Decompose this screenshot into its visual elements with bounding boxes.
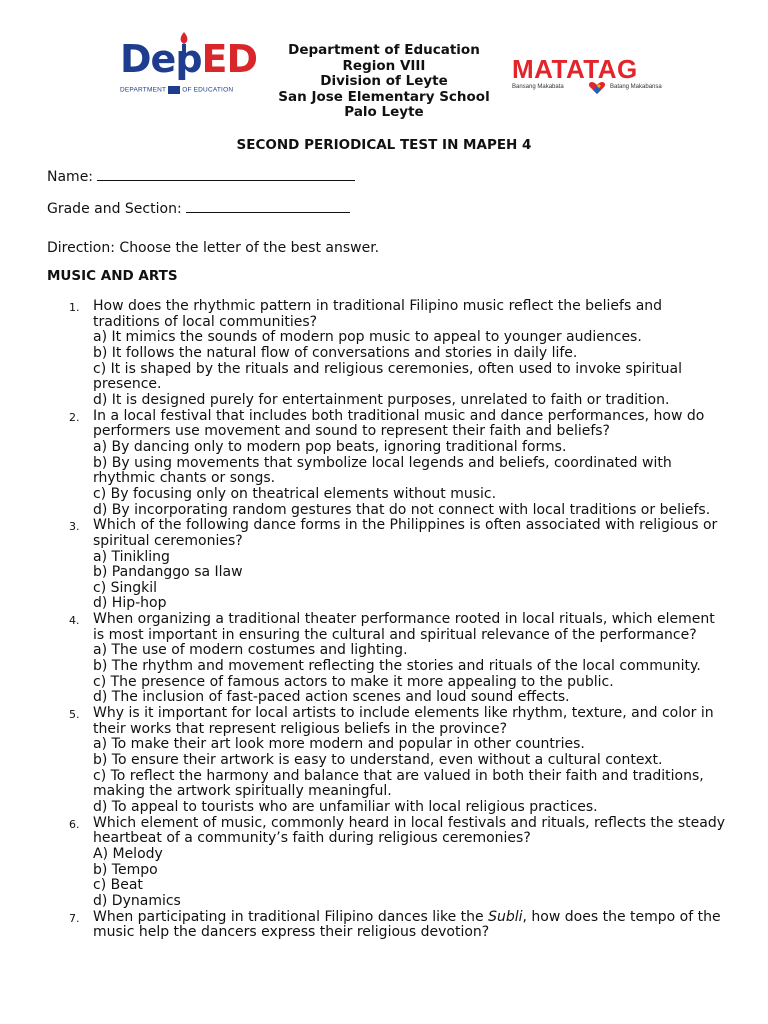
deped-subtitle-right: OF EDUCATION [182,86,234,94]
deped-subtitle [120,86,260,94]
option-c: c) The presence of famous actors to make it more appealing to the public. [93,673,614,690]
option-c: c) Singkil [93,579,158,596]
matatag-logo [508,55,668,101]
question-6 [47,816,727,910]
option-a: a) It mimics the sounds of modern pop music to appeal to younger audiences. [93,329,642,346]
question-text: In a local festival that includes both traditional music and dance performances, how do performers use movement and sound to represent their faith and beliefs? [93,407,705,440]
question-number: 6. [69,817,80,831]
name-blank[interactable] [97,168,355,181]
question-text-end: , how does the tempo of the music help the dancers express their religious devotion? [93,908,721,941]
grade-section-field [47,200,350,217]
option-c: c) It is shaped by the rituals and religious ceremonies, often used to invoke spiritual presence. [93,360,683,393]
question-5 [47,706,727,816]
school-header [264,43,504,121]
heart-icon [588,81,606,95]
question-1 [47,299,727,409]
option-a: a) The use of modern costumes and lighting. [93,642,408,659]
question-7 [47,910,727,941]
question-text: Why is it important for local artists to include elements like rhythm, texture, and color in their works that represent religious beliefs in the province? [93,705,714,737]
option-d: d) It is designed purely for entertainment purposes, unrelated to faith or tradition. [93,391,670,408]
option-d: d) To appeal to tourists who are unfamiliar with local religious practices. [93,799,598,815]
question-text: When organizing a traditional theater performance rooted in local rituals, which element is most important in ensuring the cultural and spiritual relevance of the performance? [93,611,715,643]
direction-text: Direction: Choose the letter of the best answer. [47,240,380,256]
option-b: b) The rhythm and movement reflecting the stories and rituals of the local community. [93,658,701,675]
option-c: c) By focusing only on theatrical elements without music. [93,485,497,502]
option-a: a) By dancing only to modern pop beats, ignoring traditional forms. [93,438,567,455]
option-d: d) The inclusion of fast-paced action scenes and loud sound effects. [93,689,570,706]
option-c: c) Beat [93,877,143,894]
dance-name: Subli [488,908,523,925]
matatag-tagline-left: Bansang Makabata [512,84,564,90]
question-text-start: When participating in traditional Filipino dances like the [93,908,489,925]
question-number: 5. [69,708,80,722]
option-d: d) By incorporating random gestures that do not connect with local traditions or beliefs. [93,501,711,518]
matatag-tagline-right: Batang Makabansa [610,84,662,90]
option-b: b) By using movements that symbolize local legends and beliefs, coordinated with rhythmic chants or songs. [93,454,672,487]
option-a: a) To make their art look more modern and popular in other countries. [93,736,585,753]
option-b: b) Pandanggo sa Ilaw [93,564,243,581]
option-d: d) Hip-hop [93,595,167,612]
question-number: 4. [69,614,80,628]
deped-wordmark: DepED [120,37,258,81]
option-b: b) Tempo [93,861,158,878]
question-2 [47,409,727,519]
header-line-department: Department of Education [288,42,480,58]
grade-section-blank[interactable] [186,200,350,213]
option-c: c) To reflect the harmony and balance that are valued in both their faith and traditions, making the artwork spiritually meaningful. [93,767,704,800]
header-line-location: Palo Leyte [344,104,424,121]
option-d: d) Dynamics [93,892,181,909]
grade-section-label: Grade and Section: [47,201,182,217]
question-number: 1. [69,301,80,314]
test-title: SECOND PERIODICAL TEST IN MAPEH 4 [236,137,532,153]
question-text: How does the rhythmic pattern in traditional Filipino music reflect the beliefs and traditions of local communities? [93,298,663,330]
option-a: A) Melody [93,845,163,862]
question-text: Which of the following dance forms in the Philippines is often associated with religious or spiritual ceremonies? [93,517,718,549]
header-line-region: Region VIII [342,57,426,74]
name-field [47,168,355,185]
question-list [47,299,727,941]
question-3 [47,518,727,612]
option-b: b) To ensure their artwork is easy to understand, even without a cultural context. [93,752,663,769]
matatag-wordmark: MATATAG [512,54,638,84]
question-number: 7. [69,911,80,925]
question-text: Which element of music, commonly heard in local festivals and rituals, reflects the steady heartbeat of a community’s faith during religious ceremonies? [93,814,726,847]
question-number: 2. [69,410,80,424]
option-a: a) Tinikling [93,548,170,565]
deped-logo [120,32,260,102]
name-label: Name: [47,169,94,185]
deped-subtitle-left: DEPARTMENT [120,86,167,94]
option-b: b) It follows the natural flow of conversations and stories in daily life. [93,344,578,361]
question-4 [47,612,727,706]
header-line-school: San Jose Elementary School [278,88,490,105]
section-title: MUSIC AND ARTS [47,268,178,284]
question-number: 3. [69,520,80,534]
header-line-division: Division of Leyte [320,73,448,90]
